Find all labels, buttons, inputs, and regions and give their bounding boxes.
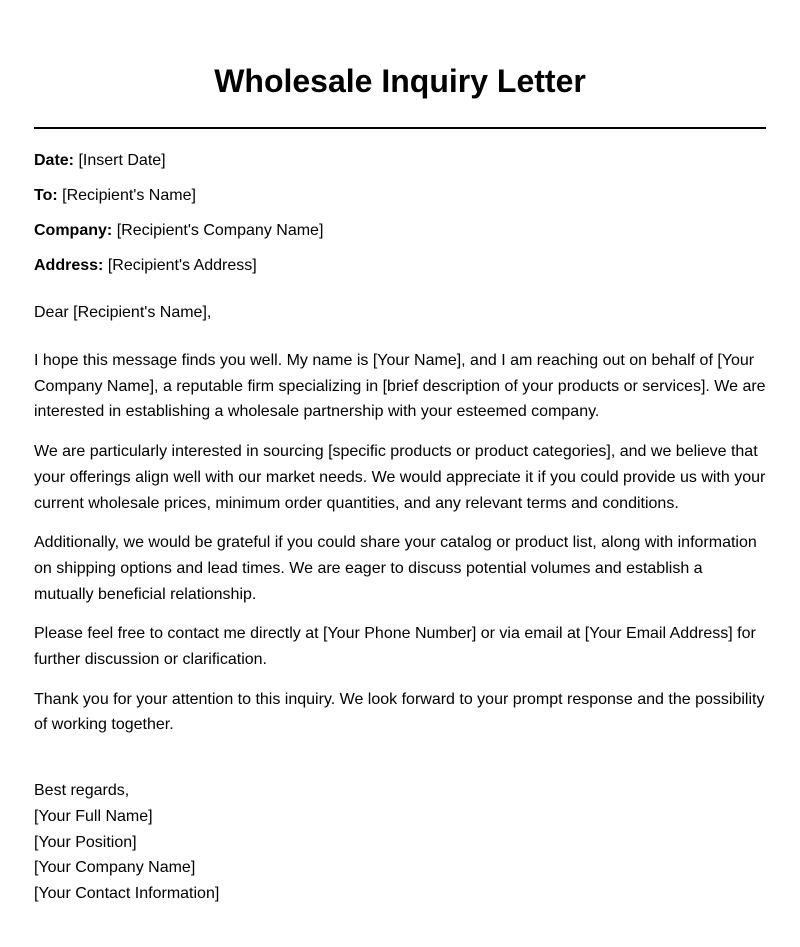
body-paragraph-contact: Please feel free to contact me directly at [Your Phone Number] or via email at [Your Email Address] for further discussion or clarification.	[34, 625, 756, 669]
body-paragraph-sourcing: We are particularly interested in sourcing [specific products or product categories], and we believe that your offerings align well with our market needs. We would appreciate it if you could provide us with your current wholesale prices, minimum order quantities, and any relevant terms and conditions.	[34, 443, 766, 512]
signer-full-name: [Your Full Name]	[34, 807, 153, 825]
address-label: Address:	[34, 257, 104, 274]
date-value: [Insert Date]	[78, 152, 166, 169]
date-label: Date:	[34, 152, 75, 169]
to-label: To:	[34, 187, 58, 204]
title-divider	[34, 127, 766, 129]
signer-position: [Your Position]	[34, 833, 137, 851]
letter-header-fields	[34, 151, 766, 275]
sign-off: Best regards,	[34, 782, 130, 800]
company-value: [Recipient's Company Name]	[116, 222, 324, 239]
body-paragraph-thanks: Thank you for your attention to this inquiry. We look forward to your prompt response and the possibility of working together.	[34, 690, 765, 734]
address-field	[34, 256, 766, 275]
body-paragraph-intro: I hope this message finds you well. My name is [Your Name], and I am reaching out on behalf of [Your Company Name], a reputable firm specializing in [brief description of your products or services]. We are interested in establishing a wholesale partnership with your esteemed company.	[34, 352, 766, 421]
date-field	[34, 151, 766, 170]
address-value: [Recipient's Address]	[107, 257, 257, 274]
company-label: Company:	[34, 222, 113, 239]
signature-block	[34, 778, 766, 907]
company-field	[34, 221, 766, 240]
to-value: [Recipient's Name]	[62, 187, 196, 204]
salutation: Dear [Recipient's Name],	[34, 304, 212, 321]
body-paragraph-catalog: Additionally, we would be grateful if you could share your catalog or product list, along with information on shipping options and lead times. We are eager to discuss potential volumes and establish a mutually beneficial relationship.	[34, 534, 757, 603]
signer-company: [Your Company Name]	[34, 859, 196, 877]
page-title: Wholesale Inquiry Letter	[214, 63, 586, 99]
recipient-field	[34, 186, 766, 205]
signer-contact: [Your Contact Information]	[34, 884, 220, 902]
